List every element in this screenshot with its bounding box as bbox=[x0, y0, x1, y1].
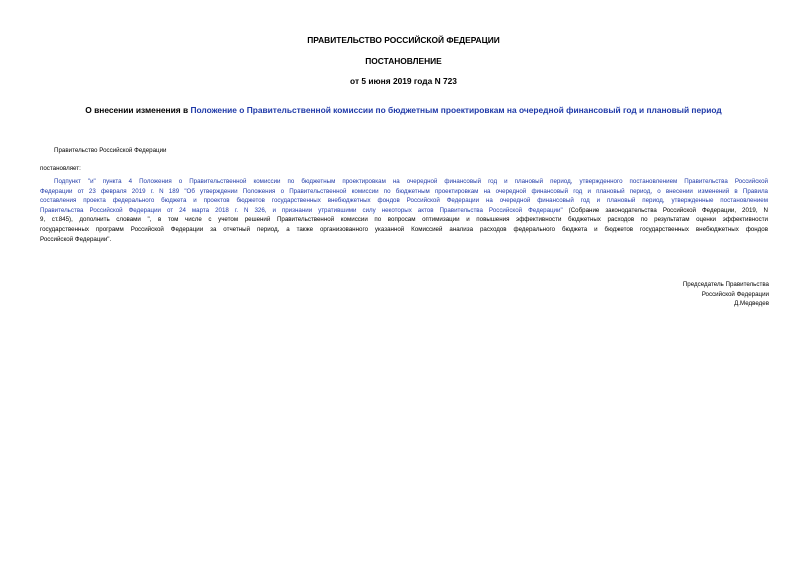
body-line bbox=[40, 225, 768, 235]
body-line bbox=[40, 196, 768, 206]
body-link-4[interactable]: Правительства Российской Федерации от 24 марта 2018 г. N 326, и признании утратившими силу некоторых актов Правительства Российской Федерации" bbox=[40, 206, 563, 214]
body-line bbox=[40, 187, 768, 197]
body-paragraph bbox=[40, 177, 768, 244]
document-title bbox=[0, 105, 807, 115]
document-type-heading: ПОСТАНОВЛЕНИЕ bbox=[365, 56, 442, 66]
body-line bbox=[40, 215, 768, 225]
body-link-2[interactable]: Федерации от 23 февраля 2019 г. N 189 "Об утверждении Положения о Правительственной комиссии по бюджетным проектировкам на очередной финансовый год и плановый период, о внесении изменений в Правила bbox=[40, 187, 768, 195]
signature-position: Председатель Правительства bbox=[682, 281, 769, 288]
body-line bbox=[40, 235, 768, 245]
body-text-7: Российской Федерации". bbox=[40, 235, 112, 243]
signature-organization: Российской Федерации bbox=[701, 290, 769, 298]
regulation-link[interactable]: Положение о Правительственной комиссии по бюджетным проектировкам на очередной финансовый год и плановый период bbox=[190, 105, 722, 115]
government-subject: Правительство Российской Федерации bbox=[54, 147, 167, 154]
signature-block bbox=[683, 280, 769, 309]
body-link-1[interactable]: Подпункт "и" пункта 4 Положения о Правительственной комиссии по бюджетным проектировкам на очередной финансовый год и плановый период, утвержденного постановлением Правительства Российской bbox=[54, 178, 768, 185]
body-line bbox=[40, 177, 768, 187]
body-text-6: государственных программ Российской Федерации за отчетный период, а также организованного указанной Комиссией анализа расходов федерального бюджета и бюджетов государственных внебюджетных фондов bbox=[40, 225, 768, 233]
government-heading: ПРАВИТЕЛЬСТВО РОССИЙСКОЙ ФЕДЕРАЦИИ bbox=[307, 35, 500, 45]
document-title-prefix: О внесении изменения в bbox=[85, 105, 191, 115]
document-date-number: от 5 июня 2019 года N 723 bbox=[350, 76, 457, 86]
body-text-5: 9, ст.845), дополнить словами ", в том числе с учетом решений Правительственной комиссии по вопросам оптимизации и повышения эффективности бюджетных расходов по результатам оценки эффективности bbox=[40, 216, 768, 224]
body-line bbox=[40, 206, 768, 216]
body-link-3[interactable]: составления проекта федерального бюджета и проектов бюджетов государственных внебюджетных фондов Российской Федерации на очередной финансовый год и плановый период, утвержденные постановлением bbox=[40, 197, 768, 205]
resolves-label: постановляет: bbox=[40, 165, 81, 172]
body-text-4: (Собрание законодательства Российской Федерации, 2019, N bbox=[562, 206, 768, 214]
signature-name: Д.Медведев bbox=[734, 300, 769, 308]
